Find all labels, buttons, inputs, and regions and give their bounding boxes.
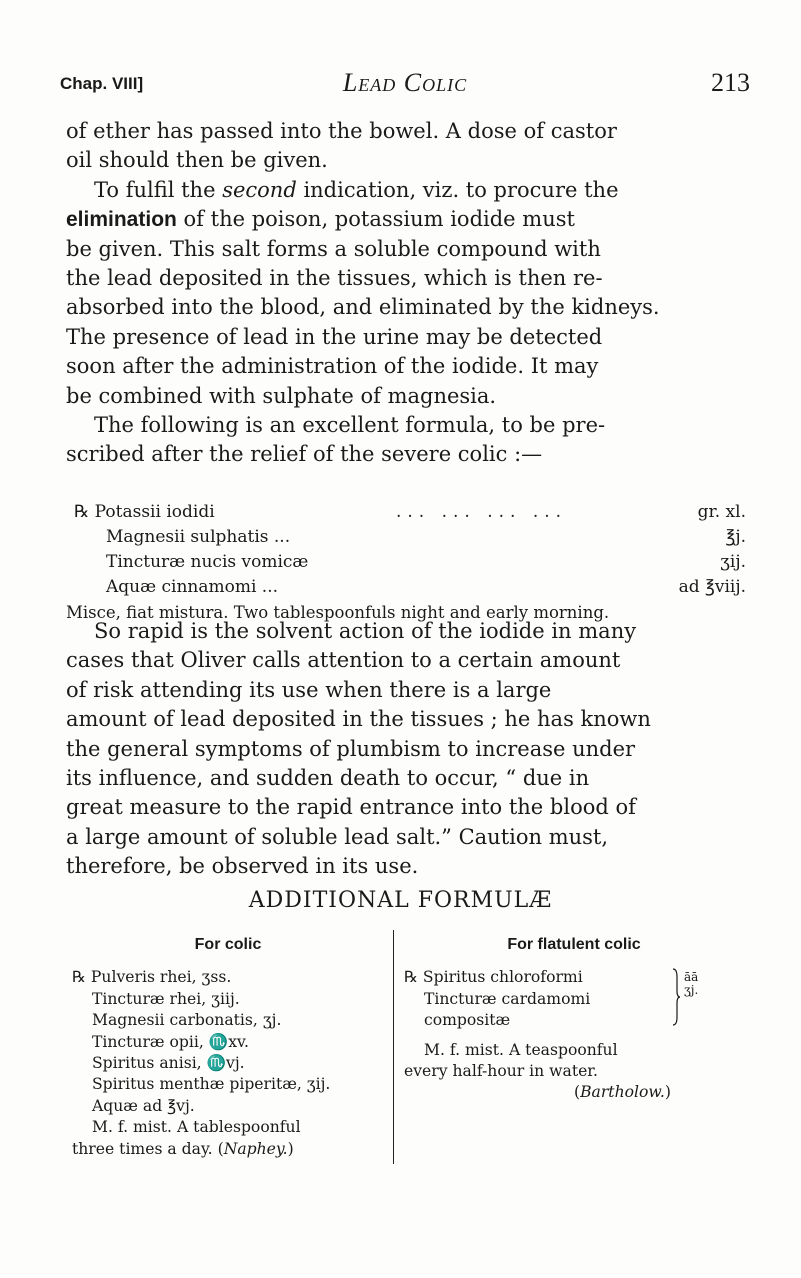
page-number: 213 — [711, 68, 750, 97]
running-title: Lead Colic — [342, 68, 468, 97]
formula-line: Spiritus menthæ piperitæ, ʒij. — [92, 1075, 331, 1094]
ingredient-name: ℞ Potassii iodidi — [74, 502, 215, 522]
text-line: oil should then be given. — [66, 148, 328, 173]
text-line: absorbed into the blood, and eliminated by the kidneys. — [66, 295, 660, 320]
column-heading: For colic — [194, 936, 262, 953]
formula-line: compositæ — [424, 1011, 511, 1030]
text-line: To fulfil the second indication, viz. to procure the — [94, 177, 619, 202]
formula-directions: three times a day. (Naphey.) — [72, 1139, 294, 1158]
formula-line: Spiritus anisi, ♏vj. — [92, 1054, 245, 1073]
ingredient-name: Magnesii sulphatis ... — [106, 527, 291, 547]
formula-line: ℞ Pulveris rhei, ʒss. — [72, 968, 232, 987]
ingredient-dose: gr. xl. — [697, 502, 746, 522]
formula-line: Tincturæ rhei, ʒiij. — [92, 989, 240, 1008]
author-citation: Bartholow. — [580, 1083, 665, 1102]
text-line: its influence, and sudden death to occur, “ due in — [66, 766, 590, 791]
formula-for-colic — [72, 934, 384, 1160]
text-line: be given. This salt forms a soluble compound with — [66, 236, 601, 261]
formula-line: Tincturæ opii, ♏xv. — [92, 1032, 249, 1051]
emphasis-elimination: elimination — [66, 208, 177, 232]
text-line: The following is an excellent formula, to be pre- — [94, 413, 606, 438]
text-line: be combined with sulphate of magnesia. — [66, 383, 497, 408]
text-line: the lead deposited in the tissues, which is then re- — [66, 266, 603, 291]
text-line: So rapid is the solvent action of the iodide in many — [94, 619, 637, 643]
formula-for-flatulent-colic — [404, 934, 744, 1104]
prescription-formula — [66, 500, 746, 625]
formula-directions: M. f. mist. A teaspoonful — [424, 1040, 618, 1059]
running-header — [60, 68, 750, 102]
leader-dots: ... ... ... ... — [396, 502, 568, 522]
chapter-label: Chap. VIII] — [60, 74, 144, 93]
text-line: elimination of the poison, potassium iodide must — [66, 207, 575, 232]
author-citation: Naphey. — [223, 1139, 288, 1158]
text-line: of ether has passed into the bowel. A dose of castor — [66, 119, 617, 143]
text-line: the general symptoms of plumbism to increase under — [66, 736, 636, 761]
formula-row — [66, 550, 746, 575]
paragraph-caution — [66, 617, 746, 882]
text-line: therefore, be observed in its use. — [66, 854, 419, 879]
ingredient-dose: ad ℥viij. — [678, 577, 746, 597]
text-line: a large amount of soluble lead salt.” Caution must, — [66, 824, 609, 849]
ingredient-dose: ʒij. — [720, 552, 746, 572]
column-divider — [393, 930, 394, 1164]
text-line: amount of lead deposited in the tissues ; he has known — [66, 707, 651, 732]
ingredient-name: Tincturæ nucis vomicæ — [106, 552, 309, 572]
text-line: scribed after the relief of the severe colic :— — [66, 442, 543, 467]
emphasis-second: second — [222, 177, 297, 202]
formula-row — [66, 500, 746, 525]
text-line: great measure to the rapid entrance into the blood of — [66, 795, 636, 820]
text-line: The presence of lead in the urine may be detected — [66, 324, 603, 349]
formula-line: ℞ Spiritus chloroformi — [404, 968, 583, 987]
formula-row — [66, 575, 746, 600]
formula-directions: M. f. mist. A tablespoonful — [92, 1118, 301, 1137]
combined-dose: āā ʒj. — [684, 970, 699, 998]
section-heading: ADDITIONAL FORMULÆ — [248, 888, 553, 913]
author-line: (Bartholow.) — [574, 1083, 671, 1102]
text-line: of risk attending its use when there is a large — [66, 677, 552, 702]
formula-line: Tincturæ cardamomi — [424, 989, 591, 1008]
formula-row — [66, 525, 746, 550]
brace-group — [404, 967, 744, 1031]
ingredient-name: Aquæ cinnamomi ... — [106, 577, 279, 597]
text-line: soon after the administration of the iodide. It may — [66, 354, 599, 379]
ingredient-dose: ℥j. — [725, 527, 746, 547]
column-heading: For flatulent colic — [507, 936, 641, 953]
formula-directions: every half-hour in water. — [404, 1062, 599, 1081]
brace-icon — [672, 967, 680, 1027]
text-line: cases that Oliver calls attention to a certain amount — [66, 648, 621, 673]
formula-line: Aquæ ad ℥vj. — [92, 1096, 195, 1115]
paragraph-elimination — [66, 117, 746, 470]
formula-directions: Misce, fiat mistura. Two tablespoonfuls night and early morning. — [66, 603, 610, 622]
formula-line: Magnesii carbonatis, ʒj. — [92, 1011, 282, 1030]
